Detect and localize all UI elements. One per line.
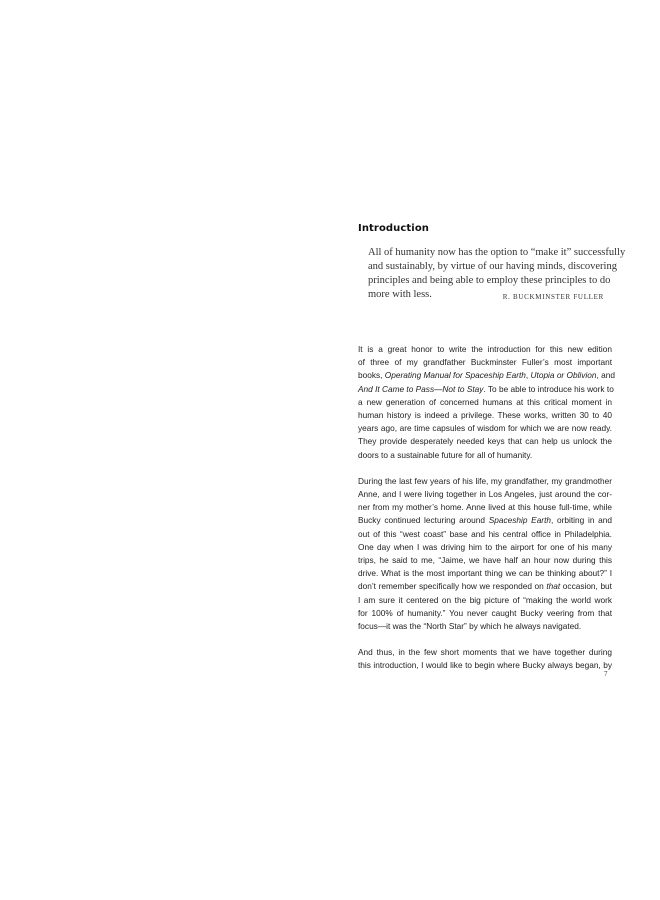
text-line: Bucky continued lecturing around Spaceship Earth, orbiting in and: [358, 515, 612, 526]
text-line: One day when I was driving him to the airport for one of his many: [358, 541, 612, 552]
paragraph-3: [358, 646, 612, 672]
page-number: 7: [604, 670, 608, 678]
text-line: They provide desperately needed keys that can help us unlock the: [358, 436, 612, 447]
text-line: trips, he said to me, “Jaime, we have half an hour now during this: [358, 555, 612, 566]
text-line: Anne, and I were living together in Los Angeles, just around the cor-: [358, 489, 612, 500]
text-line: a new generation of concerned humans at this critical moment in: [358, 396, 612, 407]
text-line: It is a great honor to write the introduction for this new edition: [358, 344, 612, 354]
text-line: focus—it was the “North Star” by which he always navigated.: [358, 621, 582, 632]
text-line: human history is indeed a privilege. These works, written 30 to 40: [358, 410, 612, 421]
epigraph-line: and sustainably, by virtue of our having minds, discovering: [368, 261, 617, 272]
text-column: [358, 222, 626, 686]
epigraph-line: more with less.: [368, 289, 432, 300]
text-line: drive. What is the most important thing we can be thinking about?” I: [358, 568, 612, 579]
text-line: years ago, are time capsules of wisdom for which we are now ready.: [358, 423, 612, 434]
text-line: this introduction, I would like to begin where Bucky always began, by: [358, 660, 612, 671]
text-line: During the last few years of his life, my grandfather, my grandmother: [358, 475, 612, 486]
body-text: [358, 343, 615, 673]
paragraph-1: [358, 343, 615, 462]
text-line: ner from my mother’s home. Anne lived at this house full-time, while: [358, 502, 612, 513]
paragraph-2: [358, 475, 612, 633]
text-line: I am sure it centered on the big picture of “making the world work: [358, 594, 612, 605]
chapter-heading: Introduction: [358, 223, 430, 234]
text-line: And thus, in the few short moments that we have together during: [358, 647, 612, 658]
epigraph-last-line: [368, 288, 604, 304]
text-line: books, Operating Manual for Spaceship Earth, Utopia or Oblivion, and: [358, 370, 615, 381]
epigraph-line: principles and being able to employ these principles to do: [368, 275, 611, 286]
text-line: of three of my grandfather Buckminster Fuller’s most important: [358, 357, 612, 368]
text-line: for 100% of humanity.” You never caught Bucky veering from that: [358, 607, 612, 618]
text-line: And It Came to Pass—Not to Stay. To be able to introduce his work to: [358, 383, 614, 394]
epigraph: [368, 246, 626, 304]
text-line: doors to a sustainable future for all of humanity.: [358, 449, 533, 460]
epigraph-line: All of humanity now has the option to “make it” successfully: [368, 247, 626, 258]
text-line: don’t remember specifically how we responded on that occasion, but: [358, 581, 612, 592]
text-line: out of this “west coast” base and his central office in Philadelphia.: [358, 528, 612, 539]
epigraph-attribution: R. BUCKMINSTER FULLER: [502, 293, 604, 301]
